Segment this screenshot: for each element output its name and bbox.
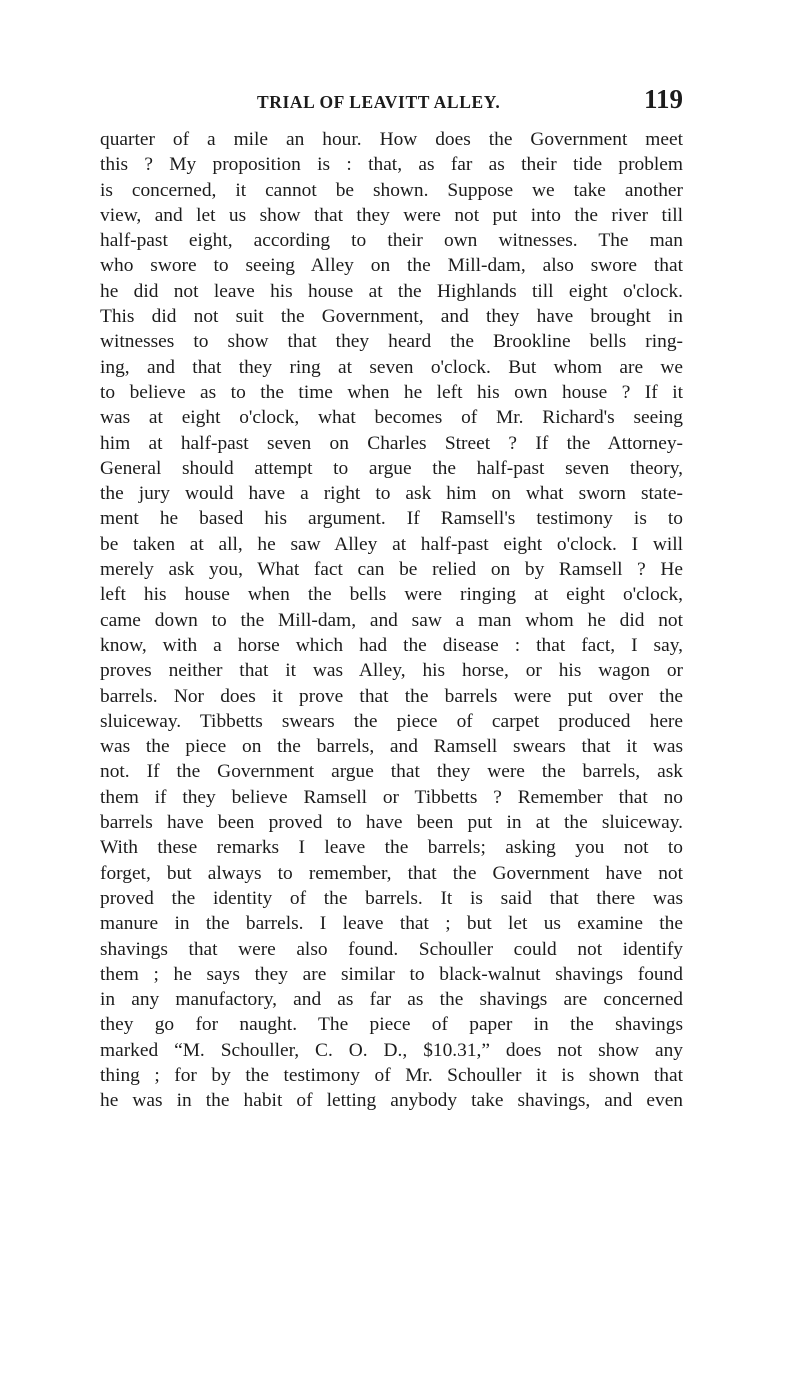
- text-line: This did not suit the Government, and they have brought in: [100, 306, 683, 328]
- text-line: be taken at all, he saw Alley at half-past eight o'clock. I will: [100, 533, 683, 555]
- text-line: With these remarks I leave the barrels; asking you not to: [100, 837, 683, 859]
- page-number: 119: [643, 84, 683, 114]
- text-line: manure in the barrels. I leave that ; but let us examine the: [100, 913, 683, 935]
- text-line: him at half-past seven on Charles Street ? If the Attorney-: [100, 432, 683, 454]
- text-line: quarter of a mile an hour. How does the Government meet: [100, 129, 683, 150]
- text-line: sluiceway. Tibbetts swears the piece of carpet produced here: [100, 710, 683, 732]
- text-line: was the piece on the barrels, and Ramsell swears that it was: [100, 736, 683, 758]
- running-head: [100, 84, 683, 118]
- text-line: marked “M. Schouller, C. O. D., $10.31,” does not show any: [100, 1039, 683, 1061]
- text-line: thing ; for by the testimony of Mr. Schouller it is shown that: [100, 1064, 683, 1086]
- text-line: witnesses to show that they heard the Brookline bells ring-: [100, 331, 683, 353]
- text-line: the jury would have a right to ask him on what sworn state-: [100, 483, 683, 505]
- text-line: came down to the Mill-dam, and saw a man whom he did not: [100, 609, 683, 631]
- text-line: ing, and that they ring at seven o'clock. But whom are we: [100, 356, 683, 378]
- text-line: they go for naught. The piece of paper in the shavings: [100, 1014, 683, 1036]
- text-line: left his house when the bells were ringing at eight o'clock,: [100, 584, 683, 606]
- text-line: in any manufactory, and as far as the shavings are concerned: [100, 989, 683, 1011]
- text-line: them if they believe Ramsell or Tibbetts ? Remember that no: [100, 786, 683, 808]
- text-line: half-past eight, according to their own witnesses. The man: [100, 230, 683, 252]
- text-line: he did not leave his house at the Highlands till eight o'clock.: [100, 280, 683, 302]
- text-line: who swore to seeing Alley on the Mill-dam, also swore that: [100, 255, 683, 277]
- text-line: General should attempt to argue the half-past seven theory,: [100, 457, 683, 479]
- text-line: barrels have been proved to have been put in at the sluiceway.: [100, 812, 683, 834]
- text-line: was at eight o'clock, what becomes of Mr. Richard's seeing: [100, 407, 683, 429]
- text-line: them ; he says they are similar to black-walnut shavings found: [100, 963, 683, 985]
- text-line: know, with a horse which had the disease : that fact, I say,: [100, 634, 683, 656]
- text-line: proves neither that it was Alley, his horse, or his wagon or: [100, 660, 683, 682]
- text-line: shavings that were also found. Schouller could not identify: [100, 938, 683, 960]
- running-title: TRIAL OF LEAVITT ALLEY.: [257, 92, 501, 112]
- text-line: ment he based his argument. If Ramsell's testimony is to: [100, 508, 683, 530]
- text-line: merely ask you, What fact can be relied on by Ramsell ? He: [100, 559, 683, 581]
- text-line: proved the identity of the barrels. It is said that there was: [100, 887, 683, 909]
- text-line: to believe as to the time when he left his own house ? If it: [100, 381, 683, 403]
- text-line: barrels. Nor does it prove that the barrels were put over the: [100, 685, 683, 707]
- text-line: he was in the habit of letting anybody take shavings, and even: [100, 1090, 683, 1112]
- text-line: view, and let us show that they were not put into the river till: [100, 204, 683, 226]
- text-line: this ? My proposition is : that, as far as their tide problem: [100, 154, 683, 176]
- text-line: not. If the Government argue that they were the barrels, ask: [100, 761, 683, 783]
- body-text: [100, 127, 683, 1114]
- text-line: is concerned, it cannot be shown. Suppose we take another: [100, 179, 683, 201]
- text-line: forget, but always to remember, that the Government have not: [100, 862, 683, 884]
